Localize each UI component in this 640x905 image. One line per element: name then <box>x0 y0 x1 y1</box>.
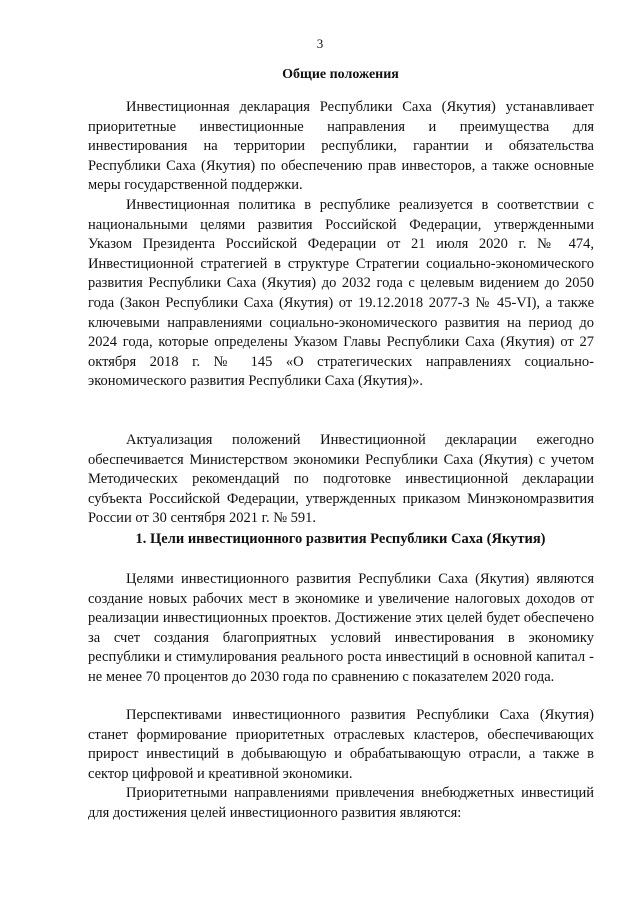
paragraph-development-prospects: Перспективами инвестиционного развития Республики Саха (Якутия) станет формирование приоритетных отраслевых кластеров, обеспечивающих прирост инвестиций в добывающую и обрабатывающую отрасли, а также в сектор цифровой и креативной экономики. <box>88 707 594 782</box>
paragraph-development-goals: Целями инвестиционного развития Республики Саха (Якутия) являются создание новых рабочих мест в экономике и увеличение налоговых доходов от реализации инвестиционных проектов. Достижение этих целей будет обеспечено за счет создания благоприятных условий инвестирования в экономику республики и стимулирования реального роста инвестиций в основной капитал - не менее 70 процентов до 2030 года по сравнению с показателем 2020 года. <box>88 571 594 685</box>
paragraph-investment-policy: Инвестиционная политика в республике реализуется в соответствии с национальными целями развития Российской Федерации, утвержденными Указом Президента Российской Федерации от 21 июля 2020 г. № 474, Инвестиционной стратегией в структуре Стратегии социально-экономического развития Республики Саха (Якутия) до 2032 года с целевым видением до 2050 года (Закон Республики Саха (Якутия) от 19.12.2018 2077-З № 45-VI), а также ключевыми направлениями социально-экономического развития на период до 2024 года, которые определены Указом Главы Республики Саха (Якутия) от 27 октября 2018 г. № 145 «О стратегических направлениях социально-экономического развития Республики Саха (Якутия)». <box>88 197 594 390</box>
general-provisions-heading: Общие положения <box>282 67 399 82</box>
paragraph-declaration-purpose: Инвестиционная декларация Республики Саха (Якутия) устанавливает приоритетные инвестиционные направления и преимущества для инвестирования на территории республики, гарантии и обязательства Республики Саха (Якутия) по обеспечению прав инвесторов, а также основные меры государственной поддержки. <box>88 99 594 194</box>
paragraph-declaration-update: Актуализация положений Инвестиционной декларации ежегодно обеспечивается Министерством экономики Республики Саха (Якутия) с учетом Методических рекомендаций по подготовке инвестиционной декларации субъекта Российской Федерации, утвержденных приказом Минэкономразвития России от 30 сентября 2021 г. № 591. <box>88 432 594 527</box>
section-1-heading: 1. Цели инвестиционного развития Республики Саха (Якутия) <box>135 531 546 547</box>
page-number: 3 <box>316 36 324 51</box>
paragraph-priority-directions: Приоритетными направлениями привлечения внебюджетных инвестиций для достижения целей инвестиционного развития являются: <box>88 785 594 821</box>
